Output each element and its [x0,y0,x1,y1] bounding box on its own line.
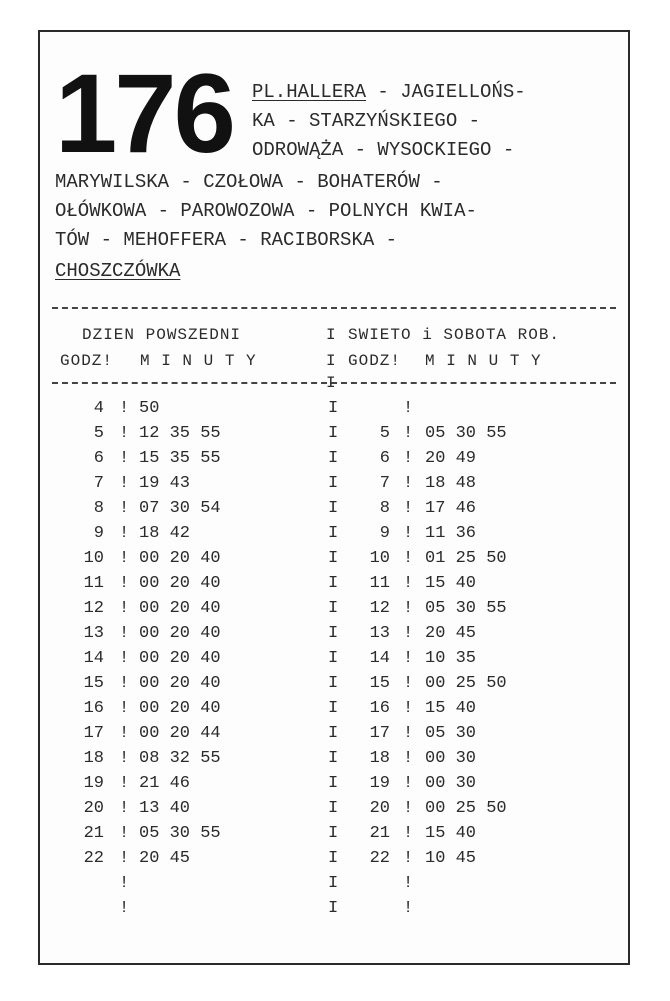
table-row [40,896,628,921]
hour-separator: ! [403,849,414,868]
weekday-hour: 7 [93,474,104,493]
hour-separator: ! [403,899,414,918]
weekday-hour: 15 [83,674,104,693]
column-separator: I [326,326,337,344]
weekend-hour: 16 [369,699,390,718]
hour-separator: ! [403,474,414,493]
column-separator: I [328,499,339,518]
weekend-hour: 17 [369,724,390,743]
weekday-minutes: 07 30 54 [139,499,221,518]
hour-separator: ! [403,649,414,668]
table-row [40,396,628,421]
weekend-minutes: 05 30 55 [425,424,507,443]
hour-separator: ! [403,749,414,768]
column-separator: I [326,352,337,370]
weekday-minutes: 13 40 [139,799,191,818]
weekday-minutes: 00 20 40 [139,699,221,718]
weekend-hour: 11 [369,574,390,593]
stop-start: PL.HALLERA [252,81,367,103]
weekday-hour: 10 [83,549,104,568]
weekday-hour: 19 [83,774,104,793]
hour-separator: ! [403,674,414,693]
stops-line: OŁÓWKOWA - PAROWOZOWA - POLNYCH KWIA- [55,200,477,222]
weekend-minutes: 20 49 [425,449,477,468]
weekday-minutes: 50 [139,399,160,418]
weekend-hour: 20 [369,799,390,818]
column-separator: I [328,574,339,593]
weekend-hour: 8 [379,499,390,518]
weekday-minutes: 15 35 55 [139,449,221,468]
stops-line: ODROWĄŻA - WYSOCKIEGO - [252,139,515,161]
weekend-hour: 12 [369,599,390,618]
weekday-title: DZIEN POWSZEDNI [82,326,242,344]
table-row [40,646,628,671]
weekday-hour-header: GODZ! [60,352,114,370]
hour-separator: ! [403,449,414,468]
weekday-hour: 21 [83,824,104,843]
weekday-hour: 22 [83,849,104,868]
table-row [40,546,628,571]
table-row [40,571,628,596]
weekend-minutes-header: M I N U T Y [425,352,542,370]
weekday-minutes: 00 20 40 [139,649,221,668]
table-row [40,421,628,446]
weekday-hour: 17 [83,724,104,743]
column-separator: I [328,699,339,718]
table-row [40,771,628,796]
hour-separator: ! [119,874,130,893]
hour-separator: ! [403,424,414,443]
hour-separator: ! [403,624,414,643]
weekend-minutes: 10 45 [425,849,477,868]
weekday-minutes: 00 20 40 [139,674,221,693]
weekday-hour: 11 [83,574,104,593]
column-separator: I [328,849,339,868]
hour-separator: ! [403,524,414,543]
weekday-hour: 9 [93,524,104,543]
stop-end: CHOSZCZÓWKA [55,260,181,282]
weekday-minutes: 12 35 55 [139,424,221,443]
weekend-minutes: 01 25 50 [425,549,507,568]
hour-separator: ! [119,674,130,693]
weekday-hour: 20 [83,799,104,818]
column-separator: I [328,524,339,543]
hour-separator: ! [403,574,414,593]
table-row [40,471,628,496]
column-separator: I [328,724,339,743]
column-separator: I [328,799,339,818]
column-separator: I [328,549,339,568]
weekend-hour: 9 [379,524,390,543]
hour-separator: ! [403,874,414,893]
hour-separator: ! [119,524,130,543]
weekend-hour: 18 [369,749,390,768]
table-row [40,821,628,846]
table-row [40,721,628,746]
weekend-title: SWIETO i SOBOTA ROB. [348,326,561,344]
hour-separator: ! [403,599,414,618]
hour-separator: ! [403,549,414,568]
weekend-hour: 6 [379,449,390,468]
weekend-minutes: 05 30 55 [425,599,507,618]
hour-separator: ! [119,574,130,593]
column-separator: I [328,674,339,693]
stops-line: PL.HALLERA - JAGIELLOŃS- [252,81,526,103]
hour-separator: ! [119,774,130,793]
hour-separator: ! [119,499,130,518]
column-separator: I [328,474,339,493]
weekend-minutes: 00 25 50 [425,799,507,818]
table-row [40,671,628,696]
stops-line [55,257,180,285]
table-row [40,871,628,896]
column-separator: I [328,749,339,768]
weekday-minutes: 00 20 40 [139,574,221,593]
hour-separator: ! [119,424,130,443]
weekday-hour: 13 [83,624,104,643]
weekday-minutes: 20 45 [139,849,191,868]
weekday-minutes: 05 30 55 [139,824,221,843]
stops-line: TÓW - MEHOFFERA - RACIBORSKA - [55,229,398,251]
column-separator: I [328,899,339,918]
hour-separator: ! [403,799,414,818]
weekend-minutes: 00 30 [425,749,477,768]
table-row [40,621,628,646]
weekend-hour: 7 [379,474,390,493]
hour-separator: ! [119,799,130,818]
route-number: 176 [55,51,233,176]
weekday-minutes: 00 20 40 [139,624,221,643]
weekday-hour: 16 [83,699,104,718]
hour-separator: ! [119,399,130,418]
column-separator: I [328,449,339,468]
column-separator: I [328,774,339,793]
column-separator: I [328,424,339,443]
table-row [40,446,628,471]
hour-separator: ! [403,774,414,793]
stops-line: MARYWILSKA - CZOŁOWA - BOHATERÓW - [55,171,443,193]
hour-separator: ! [119,749,130,768]
column-separator: I [328,399,339,418]
weekend-hour: 22 [369,849,390,868]
weekend-minutes: 17 46 [425,499,477,518]
weekend-hour: 19 [369,774,390,793]
weekend-hour: 21 [369,824,390,843]
weekday-minutes: 00 20 44 [139,724,221,743]
weekend-minutes: 10 35 [425,649,477,668]
hour-separator: ! [119,449,130,468]
weekend-hour: 14 [369,649,390,668]
weekend-hour-header: GODZ! [348,352,402,370]
weekday-minutes: 00 20 40 [139,549,221,568]
weekday-hour: 6 [93,449,104,468]
hour-separator: ! [403,699,414,718]
hour-separator: ! [119,899,130,918]
table-row [40,496,628,521]
weekday-hour: 5 [93,424,104,443]
weekend-minutes: 00 30 [425,774,477,793]
divider-top [52,307,616,309]
weekend-hour: 15 [369,674,390,693]
hour-separator: ! [119,549,130,568]
table-row [40,746,628,771]
timetable-sheet [38,30,630,965]
weekend-minutes: 00 25 50 [425,674,507,693]
weekend-minutes: 15 40 [425,824,477,843]
column-separator: I [326,374,337,392]
weekday-minutes-header: M I N U T Y [140,352,257,370]
weekday-minutes: 21 46 [139,774,191,793]
column-separator: I [328,874,339,893]
table-row [40,521,628,546]
hour-separator: ! [403,499,414,518]
hour-separator: ! [119,474,130,493]
hour-separator: ! [403,824,414,843]
hour-separator: ! [403,724,414,743]
hour-separator: ! [119,824,130,843]
weekend-minutes: 18 48 [425,474,477,493]
hour-separator: ! [119,699,130,718]
hour-separator: ! [119,849,130,868]
table-row [40,596,628,621]
weekday-minutes: 19 43 [139,474,191,493]
table-row [40,796,628,821]
weekday-hour: 4 [93,399,104,418]
column-separator: I [328,649,339,668]
weekday-minutes: 18 42 [139,524,191,543]
weekday-hour: 8 [93,499,104,518]
column-separator: I [328,824,339,843]
weekend-minutes: 05 30 [425,724,477,743]
hour-separator: ! [119,649,130,668]
column-separator: I [328,624,339,643]
weekend-minutes: 15 40 [425,699,477,718]
weekday-minutes: 08 32 55 [139,749,221,768]
weekend-minutes: 11 36 [425,524,477,543]
column-separator: I [328,599,339,618]
stops-line: KA - STARZYŃSKIEGO - [252,110,481,132]
hour-separator: ! [119,624,130,643]
weekend-minutes: 15 40 [425,574,477,593]
weekday-minutes: 00 20 40 [139,599,221,618]
hour-separator: ! [119,724,130,743]
weekend-hour: 5 [379,424,390,443]
weekday-hour: 14 [83,649,104,668]
weekday-hour: 12 [83,599,104,618]
weekend-hour: 13 [369,624,390,643]
hour-separator: ! [403,399,414,418]
weekend-hour: 10 [369,549,390,568]
weekday-hour: 18 [83,749,104,768]
weekend-minutes: 20 45 [425,624,477,643]
table-row [40,696,628,721]
table-row [40,846,628,871]
hour-separator: ! [119,599,130,618]
